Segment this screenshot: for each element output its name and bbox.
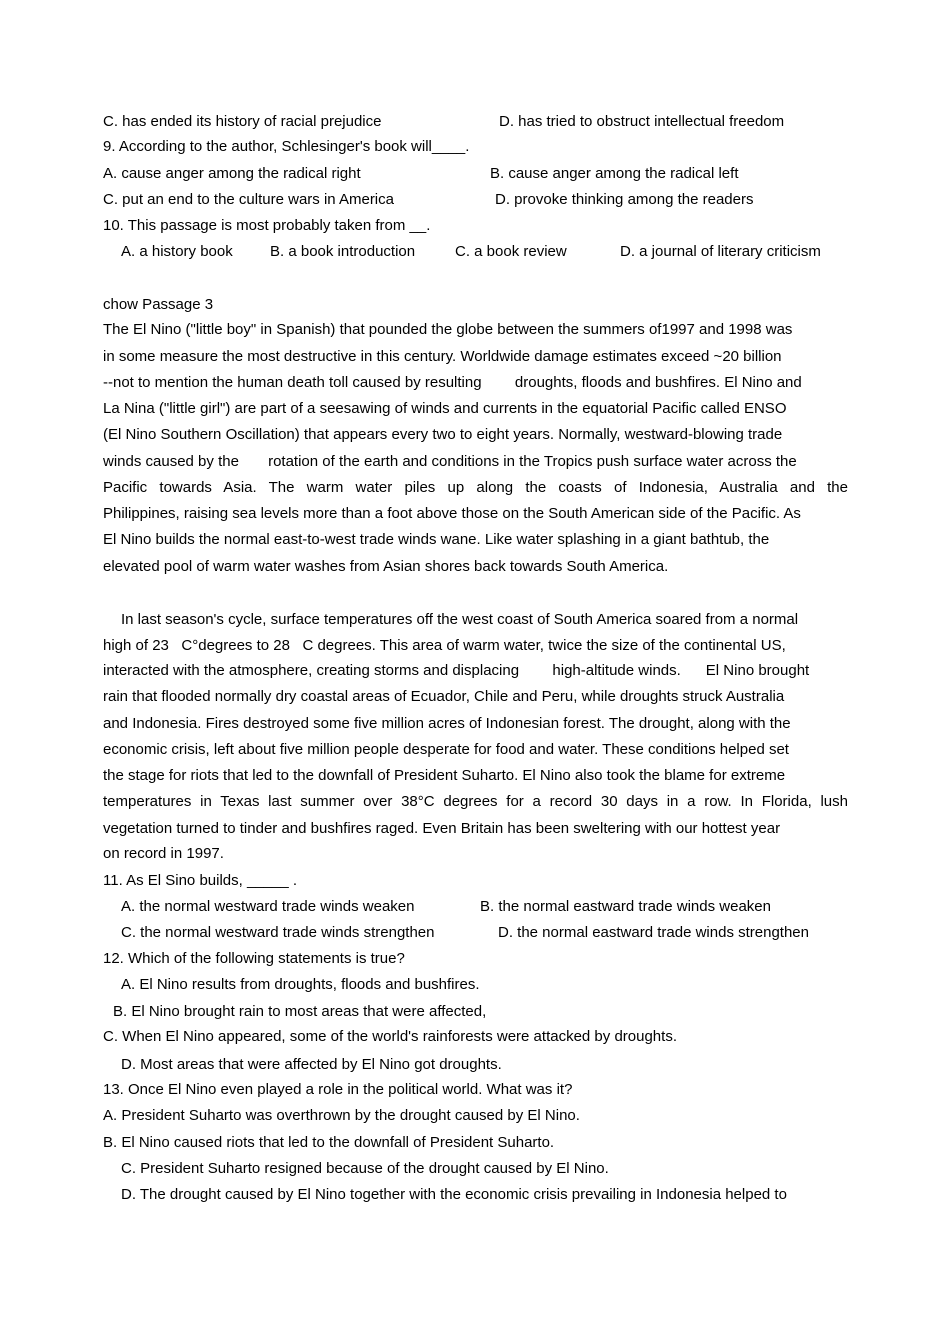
q9-options-row-1 xyxy=(103,164,848,184)
passage-p2-line: In last season's cycle, surface temperatures off the west coast of South America soared from a normal xyxy=(121,611,799,628)
passage-p1-line: winds caused by the rotation of the earth and conditions in the Tropics push surface water across the xyxy=(103,453,797,470)
passage-p2-line: high of 23 C°degrees to 28 C degrees. This area of warm water, twice the size of the continental US, xyxy=(103,637,786,654)
q9-option-d: D. provoke thinking among the readers xyxy=(495,191,754,208)
passage-p1-line: La Nina ("little girl") are part of a seesawing of winds and currents in the equatorial Pacific called ENSO xyxy=(103,400,787,417)
q12-option-a: A. El Nino results from droughts, floods and bushfires. xyxy=(121,976,480,993)
passage-p1-line: Pacific towards Asia. The warm water piles up along the coasts of Indonesia, Australia and the xyxy=(103,479,848,496)
passage-p2-line: on record in 1997. xyxy=(103,845,224,862)
passage-p2-line: economic crisis, left about five million people desperate for food and water. These conditions helped set xyxy=(103,741,789,758)
passage-p1-line: El Nino builds the normal east-to-west trade winds wane. Like water splashing in a giant bathtub, the xyxy=(103,531,770,548)
passage-p1-line: Philippines, raising sea levels more than a foot above those on the South American side of the Pacific. As xyxy=(103,505,801,522)
passage-p1-line: (El Nino Southern Oscillation) that appears every two to eight years. Normally, westward-blowing trade xyxy=(103,426,783,443)
q13-option-c: C. President Suharto resigned because of the drought caused by El Nino. xyxy=(121,1160,609,1177)
q10-stem: 10. This passage is most probably taken from __. xyxy=(103,217,431,234)
q9-option-b: B. cause anger among the radical left xyxy=(490,165,739,182)
passage-p2-line: temperatures in Texas last summer over 38°C degrees for a record 30 days in a row. In Florida, lush xyxy=(103,793,848,810)
passage-p1-line: The El Nino ("little boy" in Spanish) that pounded the globe between the summers of1997 and 1998 was xyxy=(103,321,793,338)
q13-option-b: B. El Nino caused riots that led to the downfall of President Suharto. xyxy=(103,1134,555,1151)
passage-p1-line: elevated pool of warm water washes from Asian shores back towards South America. xyxy=(103,558,669,575)
q12-stem: 12. Which of the following statements is true? xyxy=(103,950,405,967)
q12-option-b: B. El Nino brought rain to most areas that were affected, xyxy=(113,1003,487,1020)
q13-option-a: A. President Suharto was overthrown by the drought caused by El Nino. xyxy=(103,1107,580,1124)
q10-option-b: B. a book introduction xyxy=(270,243,416,260)
q8-options-row xyxy=(103,112,848,132)
passage-p2-line: vegetation turned to tinder and bushfires raged. Even Britain has been sweltering with our hottest year xyxy=(103,820,781,837)
q9-option-a: A. cause anger among the radical right xyxy=(103,165,361,182)
q11-stem: 11. As El Sino builds, _____ . xyxy=(103,872,298,889)
q13-option-d: D. The drought caused by El Nino together with the economic crisis prevailing in Indonesia helped to xyxy=(121,1186,787,1203)
passage-p1-line: --not to mention the human death toll caused by resulting droughts, floods and bushfires. El Nino and xyxy=(103,374,802,391)
q9-options-row-2 xyxy=(103,190,848,210)
q12-option-d: D. Most areas that were affected by El Nino got droughts. xyxy=(121,1056,502,1073)
q10-option-a: A. a history book xyxy=(121,243,233,260)
q11-option-b: B. the normal eastward trade winds weaken xyxy=(480,898,771,915)
q11-option-c: C. the normal westward trade winds strengthen xyxy=(121,924,435,941)
q11-option-a: A. the normal westward trade winds weaken xyxy=(121,898,415,915)
passage-p2-line: rain that flooded normally dry coastal areas of Ecuador, Chile and Peru, while droughts struck Australia xyxy=(103,688,785,705)
q8-option-d: D. has tried to obstruct intellectual freedom xyxy=(499,113,785,130)
q10-option-d: D. a journal of literary criticism xyxy=(620,243,821,260)
q12-option-c: C. When El Nino appeared, some of the world's rainforests were attacked by droughts. xyxy=(103,1028,677,1045)
passage-heading: chow Passage 3 xyxy=(103,296,214,313)
q10-option-c: C. a book review xyxy=(455,243,567,260)
q11-option-d: D. the normal eastward trade winds strengthen xyxy=(498,924,809,941)
q13-stem: 13. Once El Nino even played a role in the political world. What was it? xyxy=(103,1081,573,1098)
q9-stem: 9. According to the author, Schlesinger's book will____. xyxy=(103,138,470,155)
passage-p1-line: in some measure the most destructive in this century. Worldwide damage estimates exceed ~20 billion xyxy=(103,348,782,365)
passage-p2-line: and Indonesia. Fires destroyed some five million acres of Indonesian forest. The drought, along with the xyxy=(103,715,791,732)
q9-option-c: C. put an end to the culture wars in America xyxy=(103,191,394,208)
passage-p2-line: interacted with the atmosphere, creating storms and displacing high-altitude winds. El Nino brought xyxy=(103,662,810,679)
passage-p2-line: the stage for riots that led to the downfall of President Suharto. El Nino also took the blame for extreme xyxy=(103,767,786,784)
q8-option-c: C. has ended its history of racial prejudice xyxy=(103,113,382,130)
